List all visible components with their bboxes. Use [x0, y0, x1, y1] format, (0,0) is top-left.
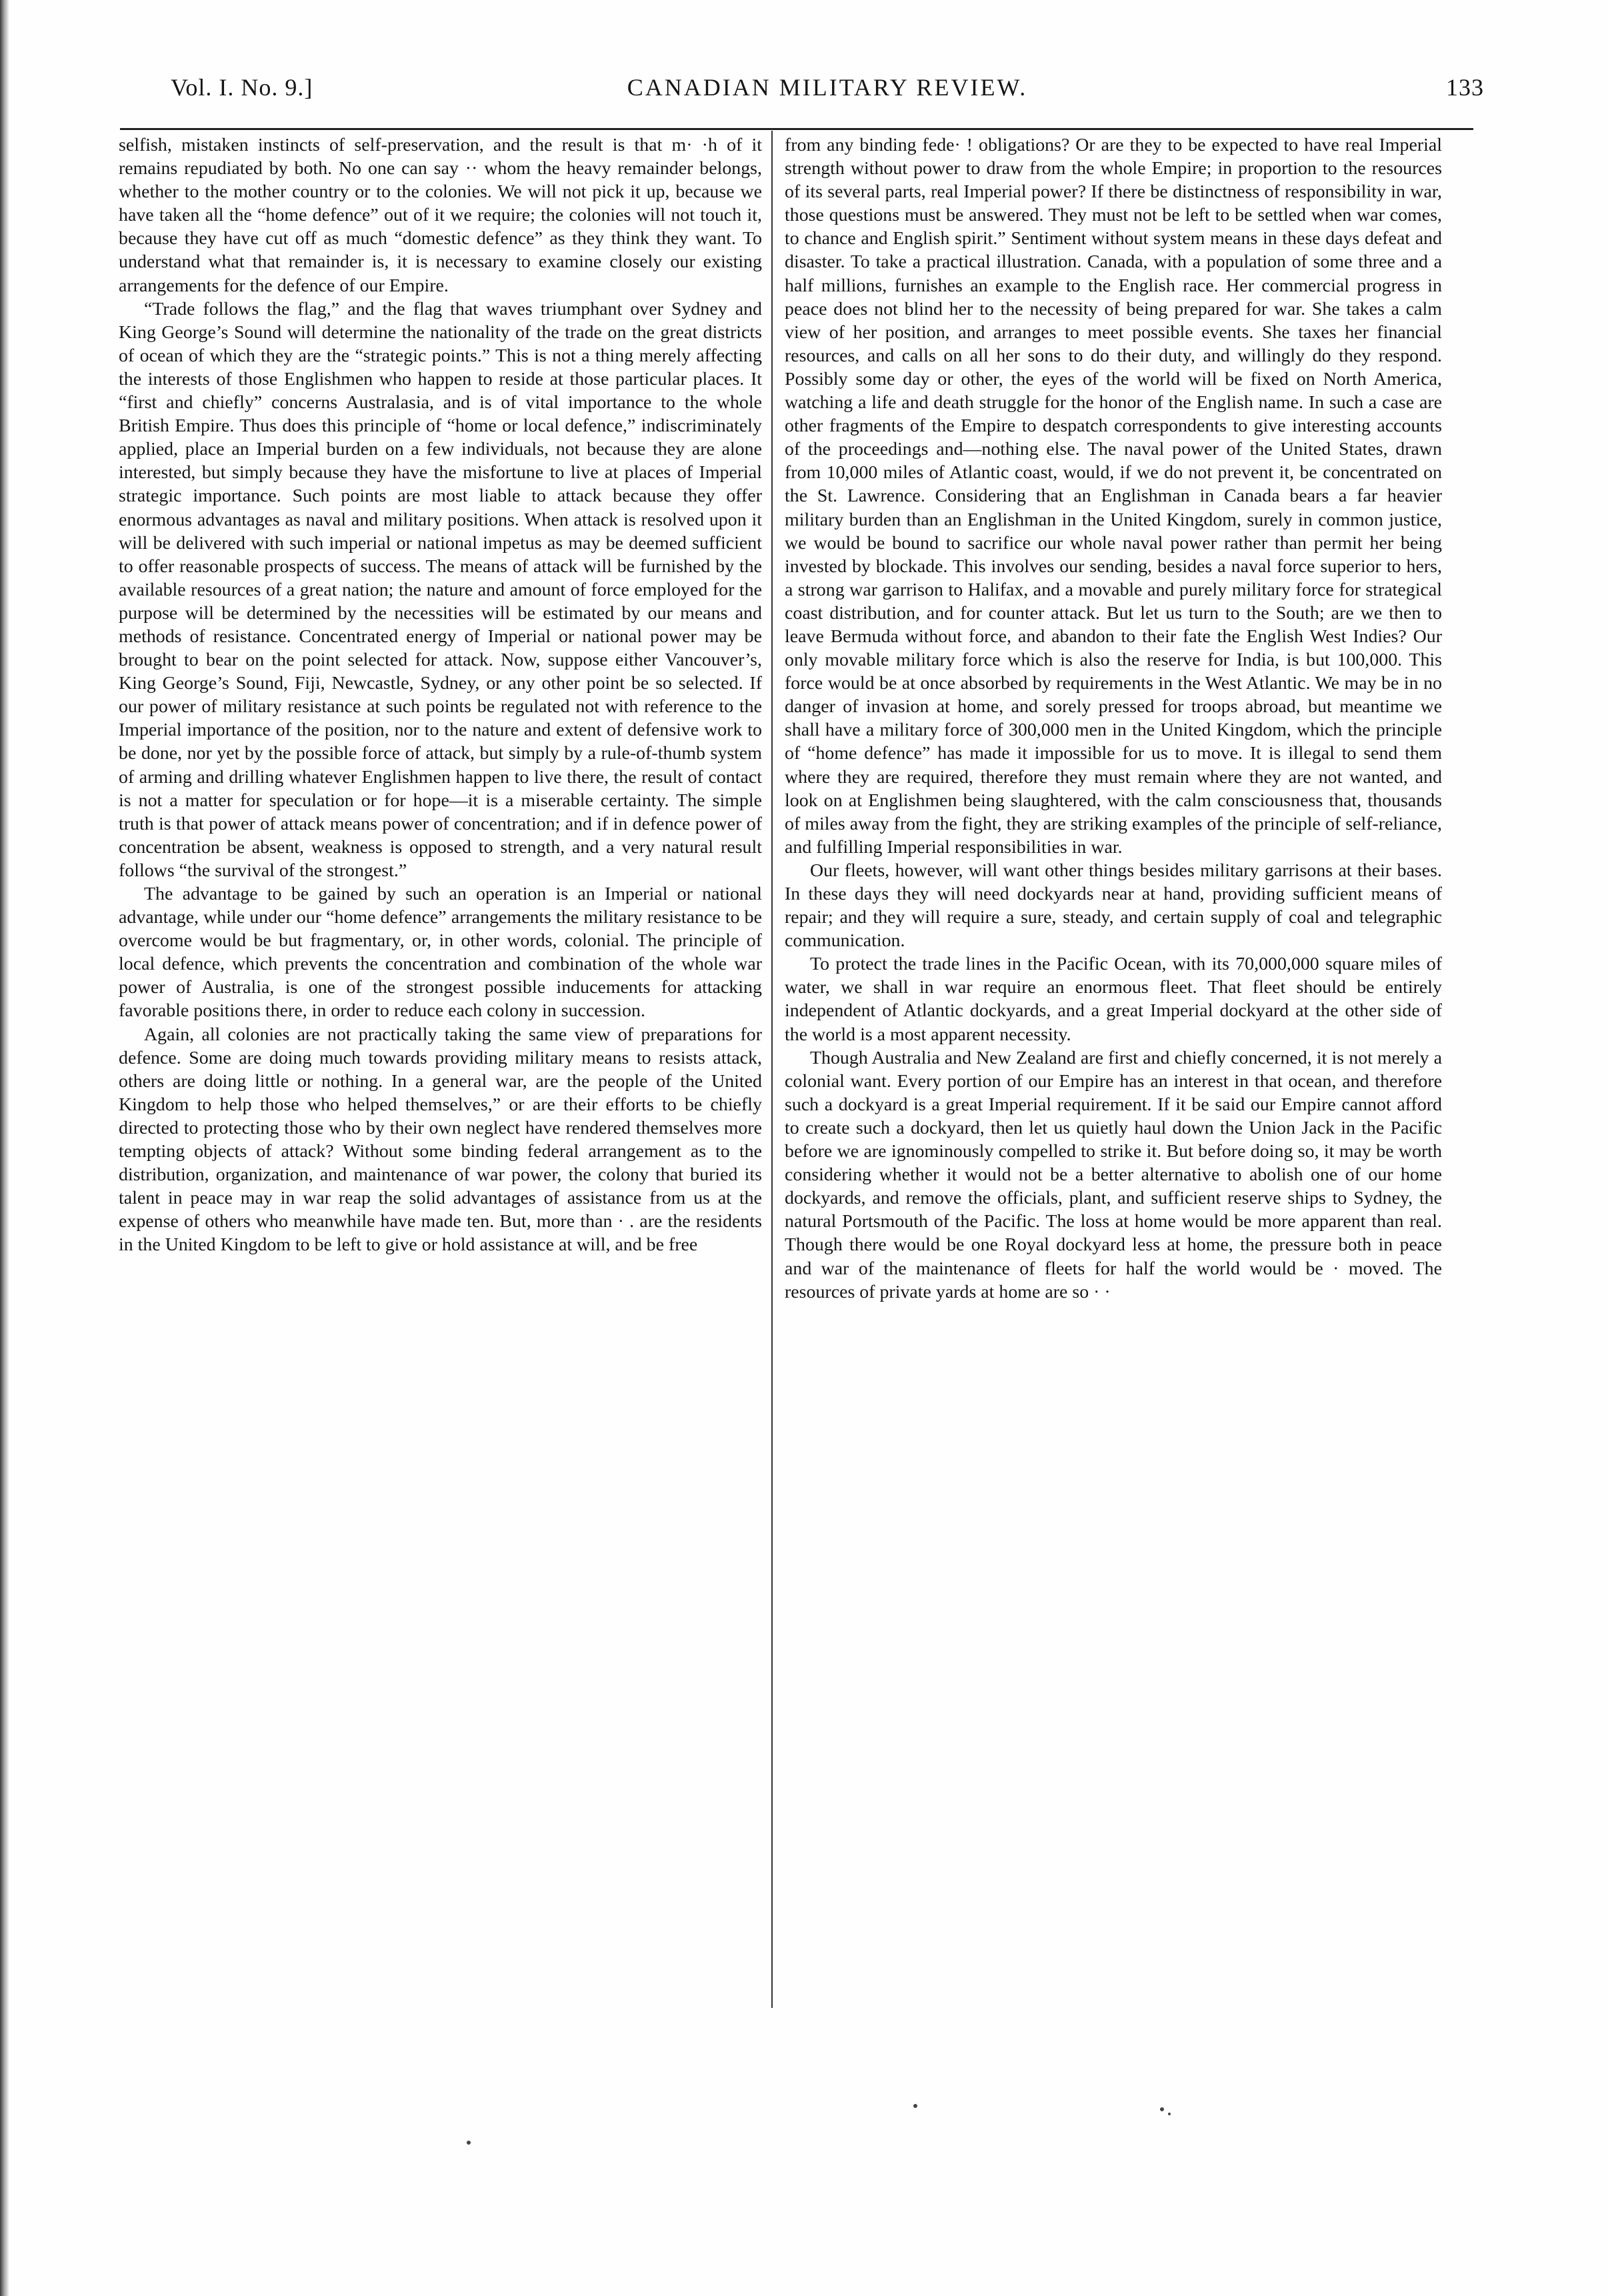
- ink-speck: [1168, 2113, 1171, 2115]
- page-edge-shadow: [0, 0, 9, 2296]
- volume-number: Vol. I. No. 9.]: [171, 74, 313, 101]
- paragraph: Though Australia and New Zealand are first and chiefly concerned, it is not merely a colonial want. Every portion of our Empire has an interest in that ocean, and therefore such a dockyard is a great Imperial requirement. If it be said our Empire cannot afford to create such a dockyard, then let us quietly haul down the Union Jack in the Pacific before we are ignominously compelled to strike it. But before doing so, it may be worth considering whether it would not be a better alternative to abolish one of our home dockyards, and remove the officials, plant, and sufficient reserve ships to Sydney, the natural Portsmouth of the Pacific. The loss at home would be more apparent than real. Though there would be one Royal dockyard less at home, the pressure both in peace and war of the maintenance of fleets for half the world would be · moved. The resources of private yards at home are so · ·: [785, 1047, 1442, 1302]
- left-column: [119, 133, 762, 2021]
- page-number: 133: [1446, 74, 1484, 101]
- paragraph: Again, all colonies are not practically taking the same view of preparations for defence. Some are doing much towards providing military means to resists attack, others are doing little or nothing. In a general war, are the people of the United Kingdom to help those who helped themselves,” or are their efforts to be chiefly directed to protecting those who by their own neglect have rendered themselves more tempting objects of attack? Without some binding federal arrangement as to the distribution, organization, and maintenance of war power, the colony that buried its talent in peace may in war reap the solid advantages of assistance from us at the expense of others who meanwhile have made ten. But, more than · . are the residents in the United Kingdom to be left to give or hold assistance at will, and be free: [119, 1024, 762, 1256]
- ink-speck: [913, 2104, 917, 2108]
- journal-title: CANADIAN MILITARY REVIEW.: [627, 74, 1028, 101]
- paragraph: To protect the trade lines in the Pacific Ocean, with its 70,000,000 square miles of water, we shall in war require an enormous fleet. That fleet should be entirely independent of Atlantic dockyards, and a great Imperial dockyard at the other side of the world is a most apparent necessity.: [785, 954, 1442, 1045]
- running-head: [171, 73, 1484, 113]
- paragraph: The advantage to be gained by such an operation is an Imperial or national advantage, while under our “home defence” arrangements the military resistance to be overcome would be but fragmentary, or, in other words, colonial. The principle of local defence, which prevents the concentration and combination of the whole war power of Australia, is one of the strongest possible inducements for attacking favorable positions there, in order to reduce each colony in succession.: [119, 884, 762, 1022]
- paragraph: selfish, mistaken instincts of self-preservation, and the result is that m· ·h of it remains repudiated by both. No one can say ·· whom the heavy remainder belongs, whether to the mother country or to the colonies. We will not pick it up, because we have taken all the “home defence” out of it we require; the colonies will not touch it, because they have cut off as much “domestic defence” as they think they want. To understand what that remainder is, it is necessary to examine closely our existing arrangements for the defence of our Empire.: [119, 135, 762, 296]
- paragraph: from any binding fede· ! obligations? Or are they to be expected to have real Imperial strength without power to draw from the whole Empire; in proportion to the resources of its several parts, real Imperial power? If there be distinctness of responsibility in war, those questions must be answered. They must not be left to be settled when war comes, to chance and English spirit.” Sentiment without system means in these days defeat and disaster. To take a practical illustration. Canada, with a population of some three and a half millions, furnishes an example to the English race. Her commercial progress in peace does not blind her to the necessity of being prepared for war. She takes a calm view of her position, and arranges to meet possible events. She taxes her financial resources, and calls on all her sons to do their duty, and willingly do they respond. Possibly some day or other, the eyes of the world will be fixed on North America, watching a life and death struggle for the honor of the English name. In such a case are other fragments of the Empire to despatch correspondents to give interesting accounts of the proceedings and—nothing else. The naval power of the United States, drawn from 10,000 miles of Atlantic coast, would, if we do not prevent it, be concentrated on the St. Lawrence. Considering that an Englishman in Canada bears a far heavier military burden than an Englishman in the United Kingdom, surely in common justice, we would be bound to sacrifice our whole naval power rather than permit her being invested by blockade. This involves our sending, besides a naval force superior to hers, a strong war garrison to Halifax, and a movable and purely military force for strategical coast distribution, and for counter attack. But let us turn to the South; are we then to leave Bermuda without force, and abandon to their fate the English West Indies? Our only movable military force which is also the reserve for India, is but 100,000. This force would be at once absorbed by requirements in the West Atlantic. We may be in no danger of invasion at home, and sorely pressed for troops abroad, but meantime we shall have a military force of 300,000 men in the United Kingdom, which the principle of “home defence” has made it impossible for us to move. It is illegal to send them where they are required, therefore they must remain where they are not wanted, and look on at Englishmen being slaughtered, with the calm consciousness that, thousands of miles away from the fight, they are striking examples of the principle of self-reliance, and fulfilling Imperial responsibilities in war.: [785, 135, 1442, 858]
- right-column: [785, 133, 1442, 2021]
- header-rule: [120, 128, 1473, 130]
- paragraph: “Trade follows the flag,” and the flag that waves triumphant over Sydney and King George’s Sound will determine the nationality of the trade on the great districts of ocean of which they are the “strategic points.” This is not a thing merely affecting the interests of those Englishmen who happen to reside at those particular places. It “first and chiefly” concerns Australasia, and is of vital importance to the whole British Empire. Thus does this principle of “home or local defence,” indiscriminately applied, place an Imperial burden on a few individuals, not because they are alone interested, but simply because they have the misfortune to live at places of Imperial strategic importance. Such points are most liable to attack because they offer enormous advantages as naval and military positions. When attack is resolved upon it will be delivered with such imperial or national impetus as may be deemed sufficient to offer reasonable prospects of success. The means of attack will be furnished by the available resources of a great nation; the nature and amount of force employed for the purpose will be determined by the necessities will be estimated by our means and methods of resistance. Concentrated energy of Imperial or national power may be brought to bear on the point selected for attack. Now, suppose either Vancouver’s, King George’s Sound, Fiji, Newcastle, Sydney, or any other point be so selected. If our power of military resistance at such points be regulated not with reference to the Imperial importance of the position, nor to the nature and extent of defensive work to be done, nor yet by the possible force of attack, but simply by a rule-of-thumb system of arming and drilling whatever Englishmen happen to live there, the result of contact is not a matter for speculation or for hope—it is a miserable certainty. The simple truth is that power of attack means power of concentration; and if in defence power of concentration be absent, weakness is opposed to strength, and a very natural result follows “the survival of the strongest.”: [119, 298, 762, 881]
- ink-speck: [1160, 2107, 1164, 2111]
- paragraph: Our fleets, however, will want other things besides military garrisons at their bases. In these days they will need dockyards near at hand, providing sufficient means of repair; and they will require a sure, steady, and certain supply of coal and telegraphic communication.: [785, 860, 1442, 952]
- column-divider: [771, 131, 773, 2008]
- ink-speck: [467, 2141, 471, 2145]
